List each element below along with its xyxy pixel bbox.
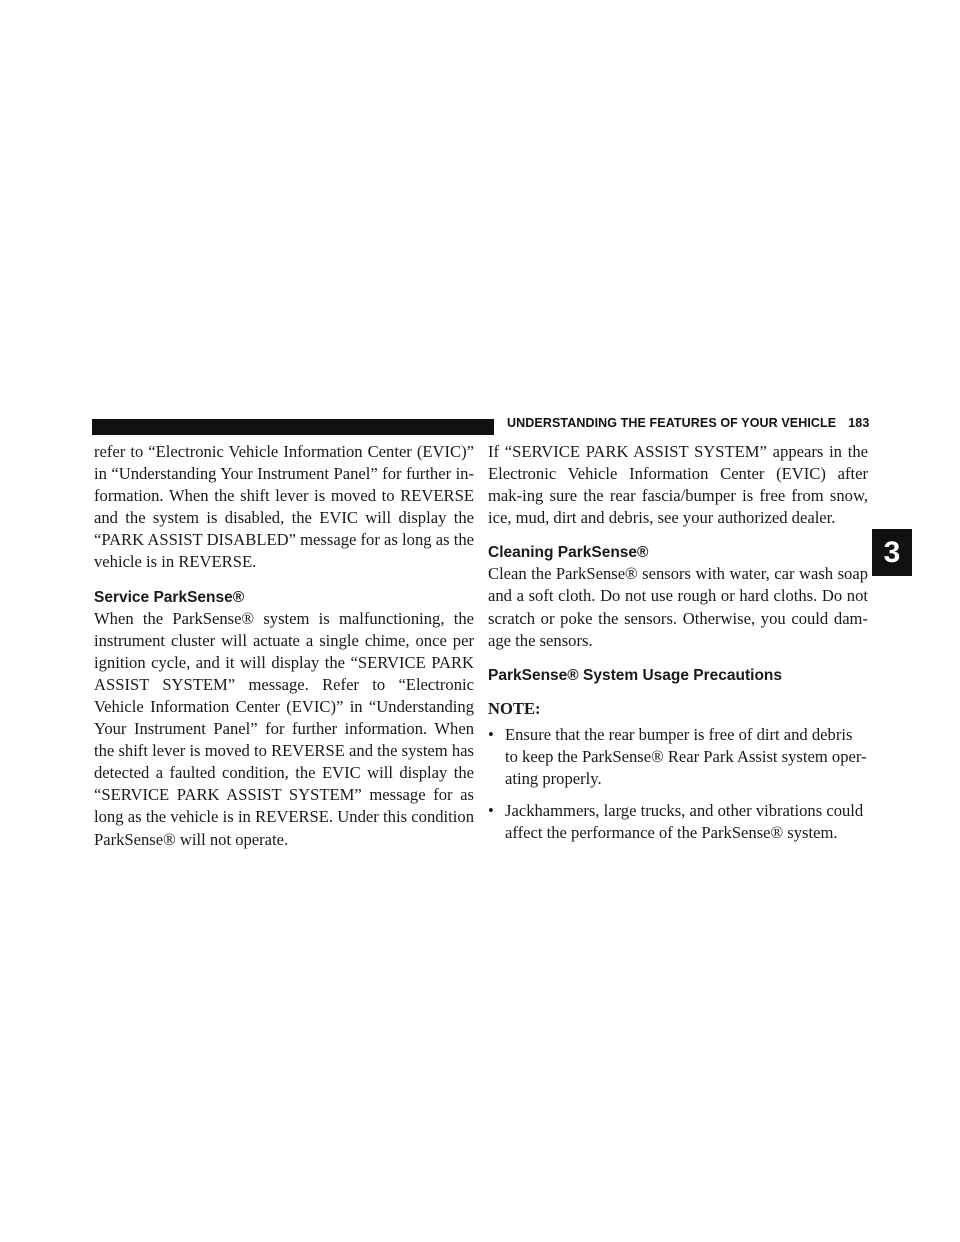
left-intro-paragraph: refer to “Electronic Vehicle Information Center (EVIC)” in “Understanding Your Instrument Panel” for further in-formation. When the shift lever is moved to REVERSE and the system is disabled, the EVIC will display the “PARK ASSIST DISABLED” message for as long as the vehicle is in REVERSE. — [94, 442, 474, 572]
list-item-text: Ensure that the rear bumper is free of dirt and debris to keep the ParkSense® Rear Park Assist system oper-ating properly. — [505, 724, 867, 788]
note-label: NOTE: — [488, 698, 541, 718]
right-column — [488, 441, 868, 844]
cleaning-parksense-paragraph: Clean the ParkSense® sensors with water, car wash soap and a soft cloth. Do not use rough or hard cloths. Do not scratch or poke the sensors. Otherwise, you could dam-age the sensors. — [488, 564, 868, 650]
left-column — [94, 441, 474, 851]
list-item — [488, 724, 868, 790]
page-number: 183 — [848, 416, 870, 430]
precautions-list — [488, 724, 868, 844]
header-rule — [92, 419, 494, 435]
bullet-icon: • — [488, 801, 494, 821]
cleaning-parksense-heading: Cleaning ParkSense® — [488, 544, 649, 562]
list-item — [488, 800, 868, 844]
usage-precautions-heading: ParkSense® System Usage Precautions — [488, 666, 783, 684]
right-intro-paragraph: If “SERVICE PARK ASSIST SYSTEM” appears in the Electronic Vehicle Information Center (EVIC) after mak-ing sure the rear fascia/bumper is free from snow, ice, mud, dirt and debris, see your authorized dealer. — [488, 442, 868, 528]
header-title-text: UNDERSTANDING THE FEATURES OF YOUR VEHICLE — [507, 416, 837, 430]
running-header — [507, 416, 869, 430]
service-parksense-paragraph: When the ParkSense® system is malfunctioning, the instrument cluster will actuate a single chime, once per ignition cycle, and it will display the “SERVICE PARK ASSIST SYSTEM” message. Refer to “Electronic Vehicle Information Center (EVIC)” in “Understanding Your Instrument Panel” for further information. When the shift lever is moved to REVERSE and the system has detected a faulted condition, the EVIC will display the “SERVICE PARK ASSIST SYSTEM” message for as long as the vehicle is in REVERSE. Under this condition ParkSense® will not operate. — [94, 608, 474, 849]
list-item-text: Jackhammers, large trucks, and other vibrations could affect the performance of the ParkSense® system. — [505, 801, 864, 843]
service-parksense-heading: Service ParkSense® — [94, 588, 245, 606]
bullet-icon: • — [488, 724, 494, 744]
chapter-tab: 3 — [872, 529, 912, 576]
